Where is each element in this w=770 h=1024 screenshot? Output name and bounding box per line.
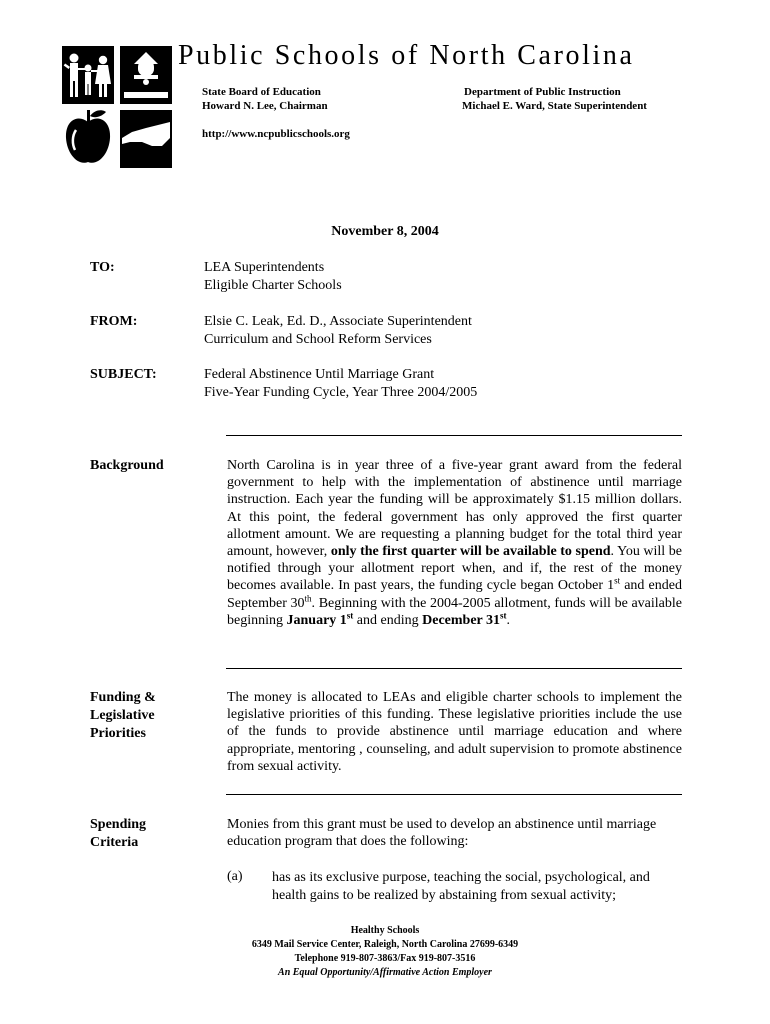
subject-line: Federal Abstinence Until Marriage Grant: [204, 367, 435, 382]
list-item-marker: (a): [227, 869, 243, 884]
section-divider: [226, 435, 682, 436]
from-sender: [204, 313, 472, 349]
from-line: Elsie C. Leak, Ed. D., Associate Superintendent: [204, 314, 472, 329]
memo-date: November 8, 2004: [331, 224, 439, 239]
department-head: Michael E. Ward, State Superintendent: [462, 100, 647, 112]
funding-label: Funding & Legislative Priorities: [90, 690, 156, 741]
section-divider: [226, 668, 682, 669]
section-divider: [226, 794, 682, 795]
footer-address: 6349 Mail Service Center, Raleigh, North Carolina 27699-6349: [251, 939, 519, 950]
subject-label: SUBJECT:: [90, 367, 157, 382]
to-line: Eligible Charter Schools: [204, 278, 342, 293]
spending-label: Spending Criteria: [90, 817, 147, 850]
from-line: Curriculum and School Reform Services: [204, 332, 432, 347]
background-paragraph: North Carolina is in year three of a five-year grant award from the federal government to help with the implementation of abstinence until marriage instruction. Each year the funding will be approximately $1.15 million dollars. At this point, the federal government has only approved the first quarter allotment amount. We are requesting a planning budget for the total third year amount, however, only the first quarter will be available to spend. You will be notified through your allotment report when, and if, the rest of the money becomes available. In past years, the funding cycle began October 1st and ended September 30th. Beginning with the 2004-2005 allotment, funds will be available beginning January 1st and ending December 31st.: [227, 458, 683, 628]
department-name: Department of Public Instruction: [464, 86, 621, 98]
footer-phone: Telephone 919-807-3863/Fax 919-807-3516: [294, 953, 476, 964]
footer-eoe: An Equal Opportunity/Affirmative Action Employer: [278, 967, 492, 978]
letterhead-title: Public Schools of North Carolina: [178, 40, 635, 71]
from-label: FROM:: [90, 314, 138, 329]
to-label: TO:: [90, 260, 115, 275]
nc-public-schools-logo: [62, 46, 172, 168]
website-url: http://www.ncpublicschools.org: [202, 128, 350, 140]
to-line: LEA Superintendents: [204, 260, 325, 275]
subject-text: [204, 366, 477, 402]
footer-office: Healthy Schools: [350, 925, 420, 936]
funding-paragraph: The money is allocated to LEAs and eligible charter schools to implement the legislative priorities of this funding. These legislative priorities include the use of the funds to provide abstinence until marriage education and where appropriate, mentoring , counseling, and adult supervision to promote abstinence from sexual activity.: [227, 690, 682, 774]
to-recipients: [204, 259, 342, 295]
background-label: Background: [90, 458, 164, 473]
board-chair: Howard N. Lee, Chairman: [202, 100, 328, 112]
board-name: State Board of Education: [202, 86, 321, 98]
list-item: has as its exclusive purpose, teaching the social, psychological, and health gains to be realized by abstaining from sexual activity;: [272, 870, 650, 903]
spending-paragraph: Monies from this grant must be used to develop an abstinence until marriage education program that does the following:: [227, 817, 657, 850]
page-footer: [0, 924, 770, 980]
subject-line: Five-Year Funding Cycle, Year Three 2004/2005: [204, 385, 478, 400]
